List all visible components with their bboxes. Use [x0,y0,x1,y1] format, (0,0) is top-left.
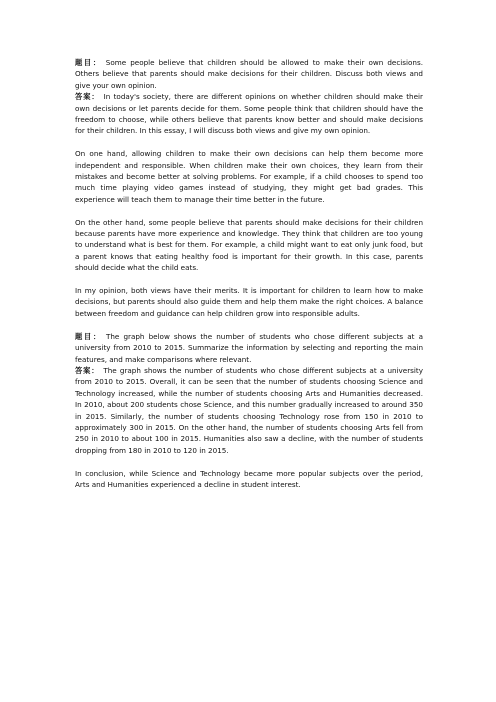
essay1-answer-label: 答案： [75,92,100,102]
paragraph-gap [75,319,423,330]
essay1-question-text: Some people believe that children should be allowed to make their own decisions. Others believe that parents should make decisions for their children. Discuss both views and give your own opinion. [75,58,423,90]
essay2-question-text: The graph below shows the number of students who chose different subjects at a university from 2010 to 2015. Summarize the information by selecting and reporting the main features, and make comparisons where relevant. [75,331,423,364]
essay1-answer-intro [75,91,423,137]
paragraph-gap [75,456,423,467]
essay1-body1: On one hand, allowing children to make their own decisions can help them become more independent and responsible. When children make their own choices, they learn from their mistakes and become better at solving problems. For example, if a child chooses to spend too much time playing video games instead of studying, they might get bad grades. This experience will teach them to manage their time better in the future. [75,149,423,204]
essay1-intro-text: In today's society, there are different opinions on whether children should make their own decisions or let parents decide for them. Some people think that children should have the freedom to choose, while others believe that parents know better and should make decisions for their children. In this essay, I will discuss both views and give my own opinion. [75,92,423,136]
essay1-question [75,57,423,91]
paragraph-gap [75,274,423,285]
essay2-answer [75,365,423,456]
essay1-conclusion: In my opinion, both views have their merits. It is important for children to learn how to make decisions, but parents should also guide them and help them make the right choices. A balance between freedom and guidance can help children grow into responsible adults. [75,286,423,318]
essay2-question-label: 题目： [75,331,102,341]
essay2-conclusion: In conclusion, while Science and Technology became more popular subjects over the period, Arts and Humanities experienced a decline in student interest. [75,468,423,489]
essay1-question-label: 题目： [75,58,102,67]
essay2-answer-label: 答案： [75,365,100,375]
essay1-body2: On the other hand, some people believe that parents should make decisions for their children because parents have more experience and knowledge. They think that children are too young to understand what is best for them. For example, a child might want to eat only junk food, but a parent knows that eating healthy food is important for their growth. In this case, parents should decide what the child eats. [75,217,423,273]
paragraph-gap [75,137,423,148]
paragraph-gap [75,205,423,216]
essay2-question [75,331,423,365]
essay2-body-text: The graph shows the number of students who chose different subjects at a university from 2010 to 2015. Overall, it can be seen that the number of students choosing Science and Technology increased, while the number of students choosing Arts and Humanities decreased. In 2010, about 200 students chose Science, and this number gradually increased to around 350 in 2015. Similarly, the number of students choosing Technology rose from 150 in 2010 to approximately 300 in 2015. On the other hand, the number of students choosing Arts fell from 250 in 2010 to about 100 in 2015. Humanities also saw a decline, with the number of students dropping from 180 in 2010 to 120 in 2015. [75,365,423,455]
